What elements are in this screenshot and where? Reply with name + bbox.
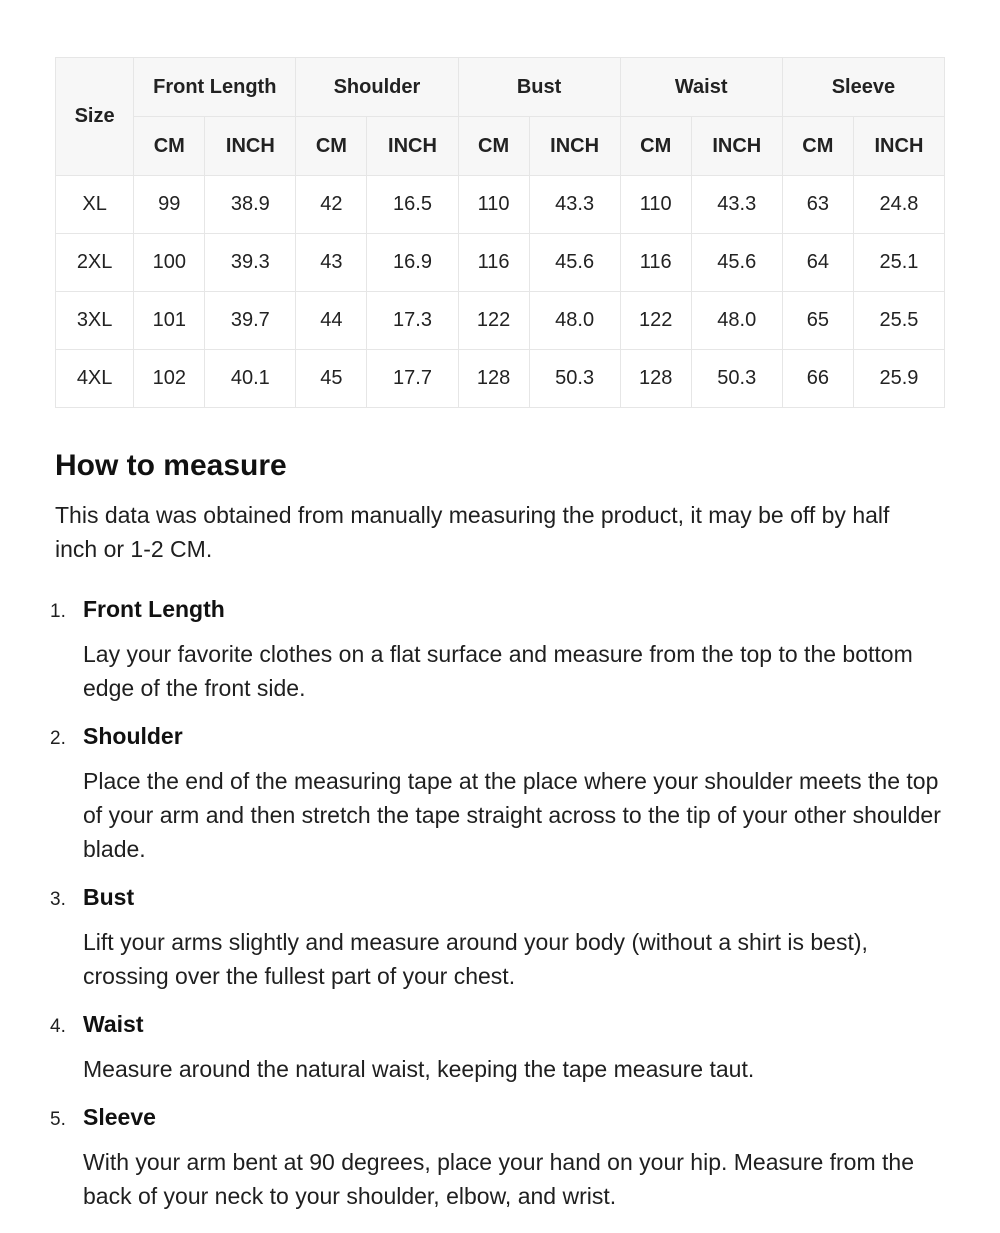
- size-chart-body: [56, 176, 945, 408]
- instruction-item-number: 2.: [50, 728, 66, 749]
- measurement-cell: 110: [620, 176, 691, 234]
- measurement-cell: 122: [458, 292, 529, 350]
- measurement-cell: 110: [458, 176, 529, 234]
- group-header-shoulder: Shoulder: [296, 58, 458, 117]
- instruction-item-title: Bust: [83, 884, 135, 910]
- instruction-item-description: Measure around the natural waist, keeping the tape measure taut.: [83, 1056, 755, 1082]
- measurement-cell: 43: [296, 234, 367, 292]
- unit-header-waist-cm: CM: [620, 117, 691, 176]
- how-to-measure-heading: How to measure: [55, 449, 287, 482]
- instruction-item-number: 1.: [50, 601, 66, 622]
- instruction-item-title: Front Length: [83, 596, 225, 622]
- measurement-cell: 100: [134, 234, 205, 292]
- size-row-xl: [56, 176, 945, 234]
- size-row-3xl: [56, 292, 945, 350]
- group-header-front-length: Front Length: [134, 58, 296, 117]
- instruction-item-number: 5.: [50, 1109, 66, 1130]
- measurement-cell: 48.0: [529, 292, 620, 350]
- measurement-cell: 16.5: [367, 176, 458, 234]
- instruction-item-number: 4.: [50, 1016, 66, 1037]
- measurement-cell: 50.3: [529, 350, 620, 408]
- measurement-cell: 38.9: [205, 176, 296, 234]
- measurement-cell: 116: [620, 234, 691, 292]
- instruction-list: [50, 592, 945, 1213]
- size-cell: 3XL: [56, 292, 134, 350]
- measurement-cell: 40.1: [205, 350, 296, 408]
- unit-header-sleeve-cm: CM: [782, 117, 853, 176]
- size-chart-table: [55, 57, 945, 408]
- instruction-item-front-length: [50, 592, 945, 705]
- measurement-cell: 43.3: [529, 176, 620, 234]
- measurement-cell: 102: [134, 350, 205, 408]
- measurement-cell: 44: [296, 292, 367, 350]
- measure-disclaimer-text: This data was obtained from manually measuring the product, it may be off by half inch or 1-2 CM.: [55, 502, 890, 562]
- measurement-cell: 24.8: [853, 176, 944, 234]
- measurement-cell: 45: [296, 350, 367, 408]
- measurement-cell: 39.7: [205, 292, 296, 350]
- measurement-cell: 25.1: [853, 234, 944, 292]
- instruction-item-head: [50, 1100, 945, 1137]
- size-chart-header: [56, 58, 945, 176]
- unit-header-waist-inch: INCH: [691, 117, 782, 176]
- instruction-item-bust: [50, 880, 945, 993]
- instruction-item-description: Lift your arms slightly and measure around your body (without a shirt is best), crossing over the fullest part of your chest.: [83, 929, 868, 989]
- instruction-item-head: [50, 592, 945, 629]
- instruction-item-description: Lay your favorite clothes on a flat surface and measure from the top to the bottom edge of the front side.: [83, 641, 913, 701]
- instruction-item-shoulder: [50, 719, 945, 866]
- group-header-bust: Bust: [458, 58, 620, 117]
- measurement-cell: 42: [296, 176, 367, 234]
- measurement-cell: 17.7: [367, 350, 458, 408]
- measurement-cell: 65: [782, 292, 853, 350]
- measurement-cell: 50.3: [691, 350, 782, 408]
- instruction-item-title: Waist: [83, 1011, 144, 1037]
- unit-header-front-length-inch: INCH: [205, 117, 296, 176]
- measurement-cell: 128: [620, 350, 691, 408]
- instruction-item-title: Sleeve: [83, 1104, 156, 1130]
- instruction-item-head: [50, 880, 945, 917]
- instruction-item-head: [50, 719, 945, 756]
- measurement-cell: 128: [458, 350, 529, 408]
- unit-header-sleeve-inch: INCH: [853, 117, 944, 176]
- measurement-cell: 122: [620, 292, 691, 350]
- measurement-cell: 25.9: [853, 350, 944, 408]
- measurement-cell: 43.3: [691, 176, 782, 234]
- size-row-4xl: [56, 350, 945, 408]
- measurement-cell: 63: [782, 176, 853, 234]
- measurement-cell: 45.6: [691, 234, 782, 292]
- unit-header-bust-cm: CM: [458, 117, 529, 176]
- group-header-waist: Waist: [620, 58, 782, 117]
- instruction-item-waist: [50, 1007, 945, 1086]
- measurement-cell: 17.3: [367, 292, 458, 350]
- instruction-item-description: Place the end of the measuring tape at the place where your shoulder meets the top of your arm and then stretch the tape straight across to the tip of your other shoulder blade.: [83, 768, 941, 862]
- instruction-item-number: 3.: [50, 889, 66, 910]
- unit-header-front-length-cm: CM: [134, 117, 205, 176]
- instruction-item-sleeve: [50, 1100, 945, 1213]
- group-header-sleeve: Sleeve: [782, 58, 944, 117]
- size-cell: 2XL: [56, 234, 134, 292]
- size-row-2xl: [56, 234, 945, 292]
- measurement-cell: 101: [134, 292, 205, 350]
- measurement-cell: 116: [458, 234, 529, 292]
- unit-header-shoulder-inch: INCH: [367, 117, 458, 176]
- measurement-cell: 99: [134, 176, 205, 234]
- measurement-cell: 64: [782, 234, 853, 292]
- size-column-header: Size: [56, 58, 134, 176]
- instruction-item-description: With your arm bent at 90 degrees, place your hand on your hip. Measure from the back of your neck to your shoulder, elbow, and wrist.: [83, 1149, 914, 1209]
- measurement-cell: 16.9: [367, 234, 458, 292]
- size-cell: 4XL: [56, 350, 134, 408]
- unit-header-bust-inch: INCH: [529, 117, 620, 176]
- instruction-item-head: [50, 1007, 945, 1044]
- unit-header-shoulder-cm: CM: [296, 117, 367, 176]
- measurement-cell: 48.0: [691, 292, 782, 350]
- measurement-cell: 25.5: [853, 292, 944, 350]
- size-cell: XL: [56, 176, 134, 234]
- measurement-cell: 45.6: [529, 234, 620, 292]
- measurement-cell: 39.3: [205, 234, 296, 292]
- instruction-item-title: Shoulder: [83, 723, 183, 749]
- measurement-cell: 66: [782, 350, 853, 408]
